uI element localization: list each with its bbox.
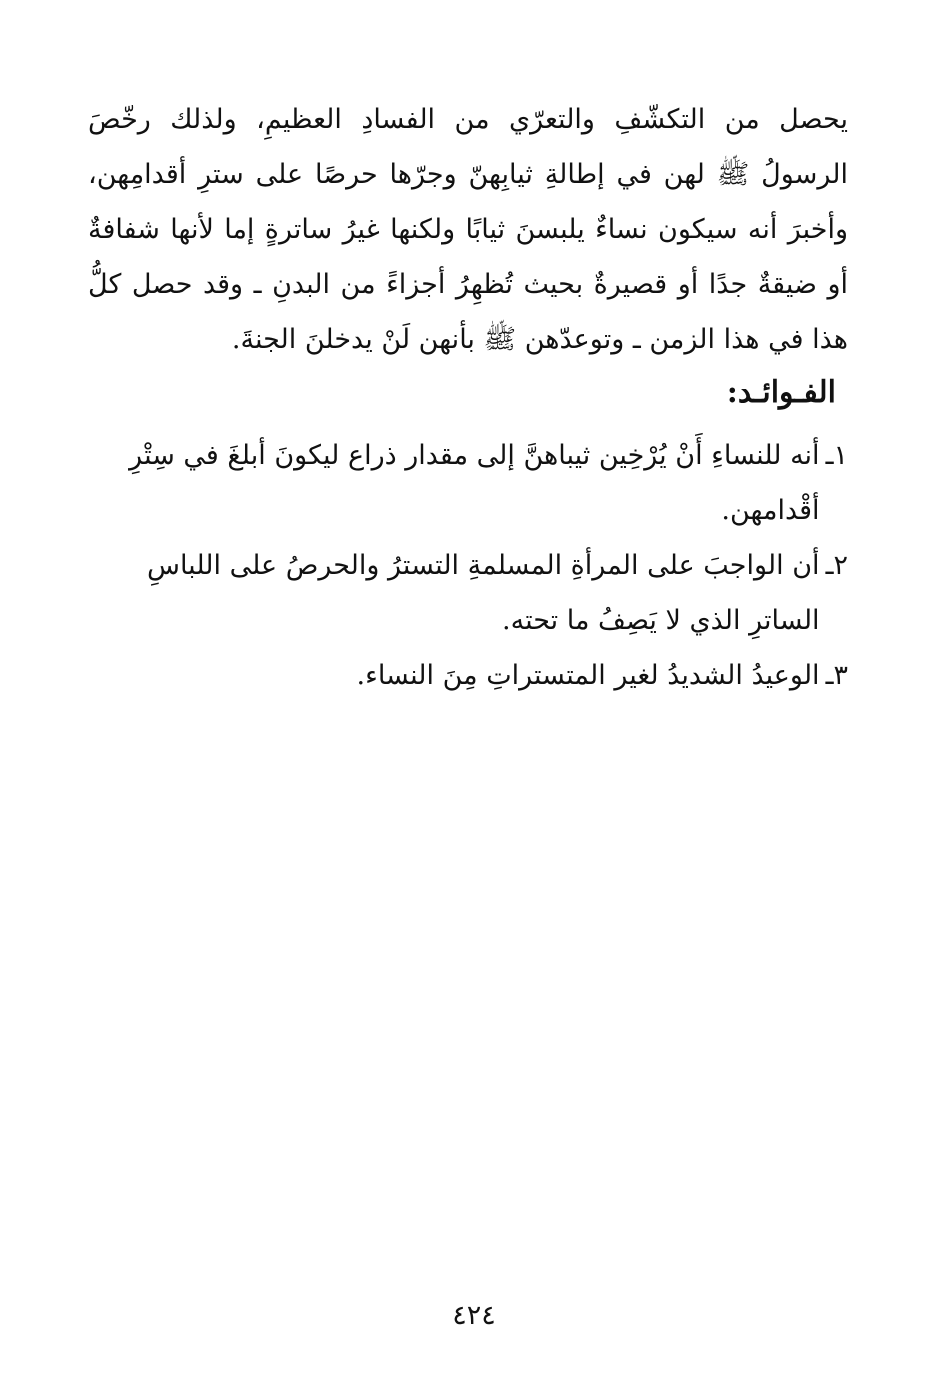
- benefit-text: أن الواجبَ على المرأةِ المسلمةِ التسترُ والحرصُ على اللباسِ الساترِ الذي لا يَصِفُ ما تحته.: [147, 550, 820, 636]
- intro-paragraph: يحصل من التكشّفِ والتعرّي من الفسادِ العظيمِ، ولذلك رخّصَ الرسولُ ﷺ لهن في إطالةِ ثيابِهنّ وجرّها حرصًا على سترِ أقدامِهن، وأخبرَ أنه سيكون نساءٌ يلبسنَ ثيابًا ولكنها غيرُ ساترةٍ إما لأنها شفافةٌ أو ضيقةٌ جدًا أو قصيرةٌ بحيث تُظهِرُ أجزاءً من البدنِ ـ وقد حصل كلُّ هذا في هذا الزمن ـ وتوعدّهن ﷺ بأنهن لَنْ يدخلنَ الجنةَ.: [88, 104, 848, 355]
- section-heading-benefits: الفـوائـد:: [726, 375, 836, 410]
- benefit-number: ١ـ: [825, 440, 848, 471]
- page-number: ٤٢٤: [452, 1300, 496, 1331]
- benefit-text: أنه للنساءِ أَنْ يُرْخِين ثيباهنَّ إلى مقدار ذراع ليكونَ أبلغَ في سِتْرِ أقْدامهن.: [129, 440, 820, 526]
- benefit-number: ٢ـ: [825, 550, 848, 581]
- benefit-item: [88, 538, 848, 648]
- benefit-item: [88, 428, 848, 538]
- benefit-text: الوعيدُ الشديدُ لغير المتستراتِ مِنَ النساء.: [356, 660, 820, 691]
- benefit-item: [88, 648, 848, 703]
- benefits-list: [88, 428, 848, 703]
- benefit-number: ٣ـ: [825, 660, 848, 691]
